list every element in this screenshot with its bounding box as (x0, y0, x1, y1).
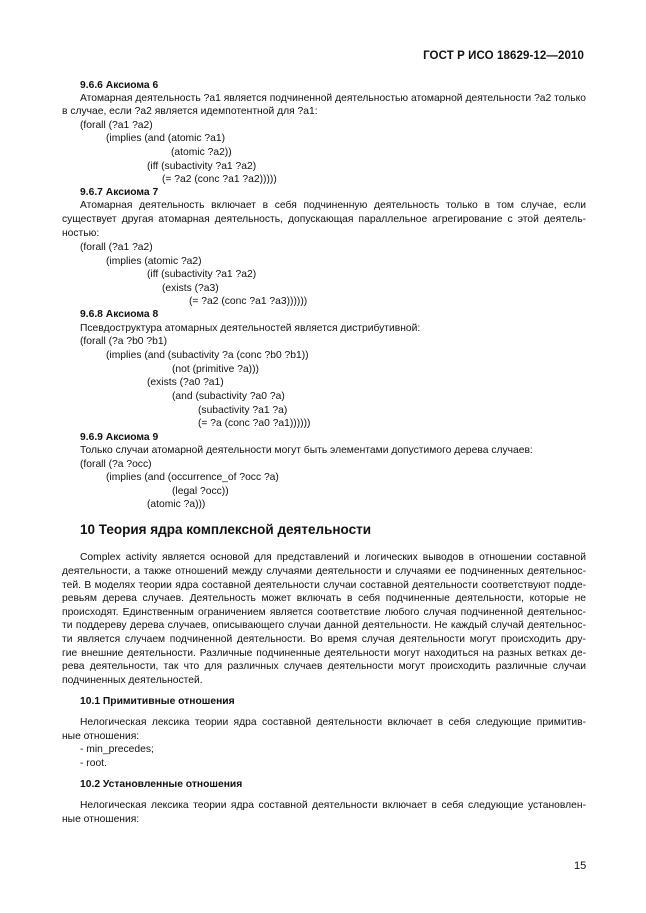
code-line: (forall (?a1 ?a2) (80, 120, 153, 131)
code-line: (implies (and (atomic ?a1) (106, 133, 226, 144)
subsection-10-1-heading: 10.1 Примитивные отношения (80, 696, 235, 707)
paragraph-line: тей. В моделях теории ядра составной деятельности случаи составной деятельности соответствуют подде- (62, 580, 586, 591)
code-line: (iff (subactivity ?a1 ?a2) (147, 161, 257, 172)
code-line: (= ?a (conc ?a0 ?a1)))))) (198, 418, 311, 429)
page-number: 15 (574, 860, 587, 872)
code-line: (forall (?a ?occ) (80, 459, 152, 470)
code-line: (implies (and (occurrence_of ?occ ?a) (106, 472, 279, 483)
document-id-header: ГОСТ Р ИСО 18629-12—2010 (423, 50, 584, 62)
paragraph-line: ти является случаем подчиненной деятельности. Во время случая деятельности могут происходить дру- (62, 634, 586, 645)
code-line: (= ?a2 (conc ?a1 ?a2))))) (162, 174, 277, 185)
axiom7-text-line: ностью: (62, 228, 100, 239)
code-line: (= ?a2 (conc ?a1 ?a3)))))) (189, 296, 308, 307)
axiom7-text-line: Атомарная деятельность включает в себя подчиненную деятельность только в том случае, если (80, 200, 586, 211)
paragraph-line: Нелогическая лексика теории ядра составной деятельности включает в себя следующие примитив- (80, 717, 586, 728)
list-item: - min_precedes; (80, 744, 154, 755)
paragraph-line: Нелогическая лексика теории ядра составной деятельности включает в себя следующие установлен- (80, 800, 586, 811)
list-item: - root. (80, 758, 107, 769)
paragraph-line: ти поддереву дерева случаев, описывающего случаи данной деятельности. Не каждый случай деятельнос- (62, 620, 586, 631)
axiom6-text-line: Атомарная деятельность ?a1 является подчиненной деятельностью атомарной деятельности ?a2 только (80, 93, 586, 104)
code-line: (iff (subactivity ?a1 ?a2) (147, 269, 257, 280)
paragraph-line: ные отношения: (62, 731, 140, 742)
code-line: (forall (?a ?b0 ?b1) (80, 336, 168, 347)
axiom9-heading: 9.6.9 Аксиома 9 (80, 432, 159, 443)
code-line: (legal ?occ)) (172, 486, 229, 497)
paragraph-line: ревьям дерева случаев. Деятельность может включать в себя подчиненные деятельности, которые не (62, 593, 586, 604)
paragraph-line: происходят. Единственным ограничением является соответствие любого случая подчиненной деятельнос- (62, 607, 586, 618)
code-line: (implies (atomic ?a2) (106, 256, 202, 267)
code-line: (not (primitive ?a))) (172, 364, 259, 375)
paragraph-line: деятельности, а также отношений между случаями деятельности и случаями ее подчиненных деятельнос- (62, 566, 586, 577)
code-line: (exists (?a0 ?a1) (147, 377, 224, 388)
code-line: (implies (and (subactivity ?a (conc ?b0 ?b1)) (106, 350, 309, 361)
axiom6-heading: 9.6.6 Аксиома 6 (80, 80, 159, 91)
code-line: (and (subactivity ?a0 ?a) (172, 391, 285, 402)
subsection-10-2-heading: 10.2 Установленные отношения (80, 779, 243, 790)
code-line: (exists (?a3) (162, 283, 219, 294)
section-10-title: 10 Теория ядра комплексной деятельности (80, 522, 372, 537)
code-line: (atomic ?a2)) (171, 147, 232, 158)
code-line: (subactivity ?a1 ?a) (198, 405, 288, 416)
axiom7-heading: 9.6.7 Аксиома 7 (80, 187, 159, 198)
axiom8-heading: 9.6.8 Аксиома 8 (80, 309, 159, 320)
code-line: (atomic ?a))) (147, 499, 206, 510)
paragraph-line: рева деятельности, так что для различных случаев деятельности могут происходить различные случаи (62, 661, 586, 672)
paragraph-line: подчиненных деятельностей. (62, 675, 203, 686)
axiom9-text-line: Только случаи атомарной деятельности могут быть элементами допустимого дерева случаев: (80, 445, 533, 456)
paragraph-line: ные отношения: (62, 814, 140, 825)
axiom7-text-line: существует другая атомарная деятельность, допускающая параллельное агрегирование с этой деятель- (62, 214, 586, 225)
axiom6-text-line: в случае, если ?a2 является идемпотентной для ?a1: (62, 106, 318, 117)
axiom8-text-line: Псевдоструктура атомарных деятельностей является дистрибутивной: (80, 323, 421, 334)
paragraph-line: Complex activity является основой для представлений и логических выводов в отношении составной (80, 552, 586, 563)
code-line: (forall (?a1 ?a2) (80, 242, 153, 253)
paragraph-line: гие внешние деятельности. Различные подчиненные деятельности могут находиться на разных ветках де- (62, 648, 586, 659)
